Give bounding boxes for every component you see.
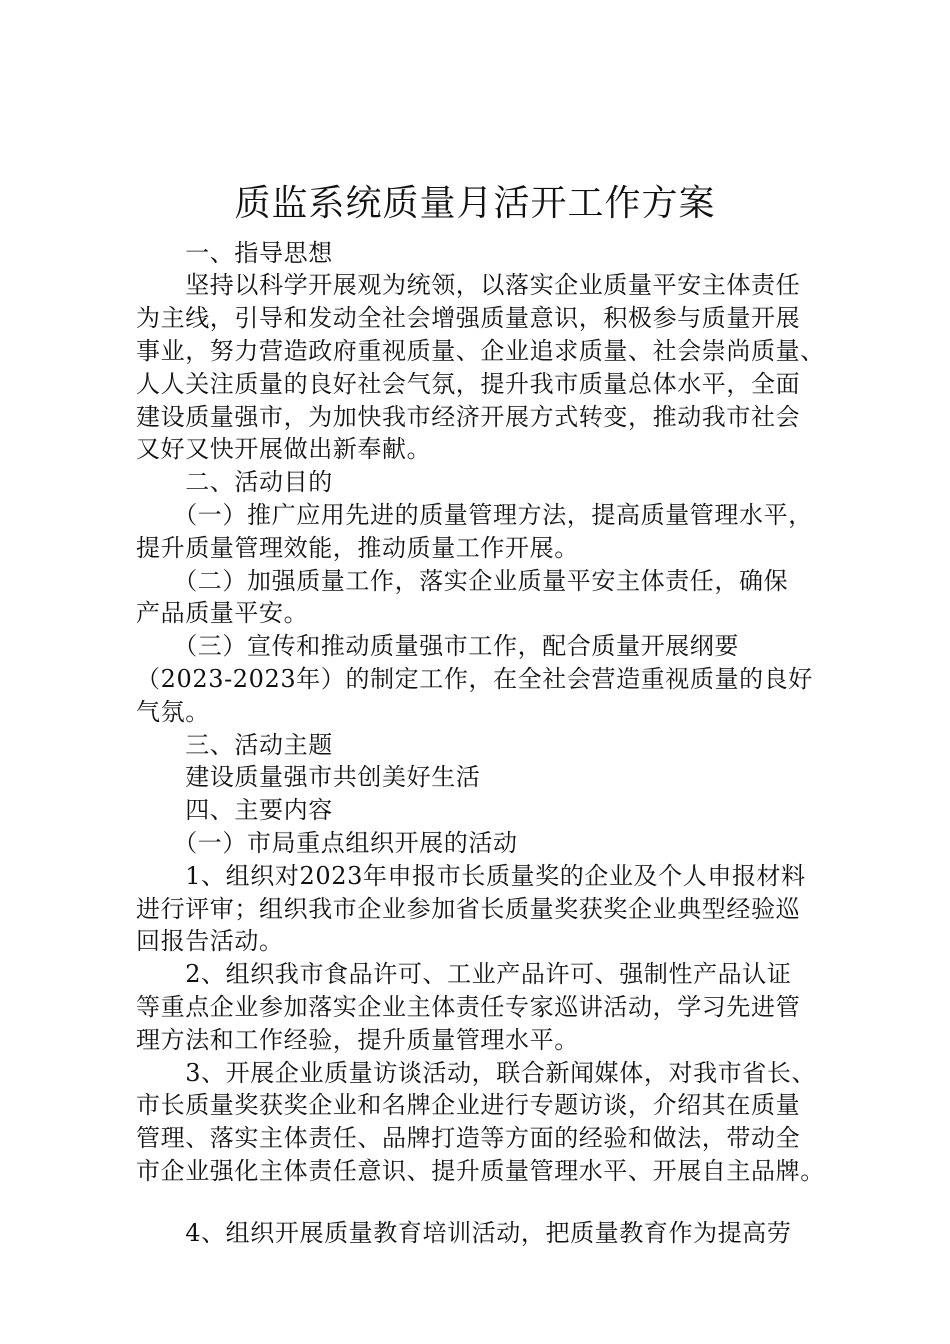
paragraph-line: 市企业强化主体责任意识、提升质量管理水平、开展自主品牌。 bbox=[136, 1157, 825, 1185]
paragraph-line: （一）推广应用先进的质量管理方法，提高质量管理水平， bbox=[136, 501, 813, 529]
paragraph-line: 3、开展企业质量访谈活动，联合新闻媒体，对我市省长、 bbox=[136, 1059, 817, 1087]
paragraph-line: （2023-2023年）的制定工作，在全社会营造重视质量的良好 bbox=[136, 665, 813, 693]
paragraph-line: 等重点企业参加落实企业主体责任专家巡讲活动，学习先进管 bbox=[136, 993, 801, 1021]
paragraph-line: 坚持以科学开展观为统领，以落实企业质量平安主体责任 bbox=[136, 271, 801, 299]
paragraph-line: 2、组织我市食品许可、工业产品许可、强制性产品认证 bbox=[136, 960, 792, 988]
paragraph-line: 事业，努力营造政府重视质量、企业追求质量、社会崇尚质量、 bbox=[136, 337, 825, 365]
paragraph-line: 提升质量管理效能，推动质量工作开展。 bbox=[136, 534, 579, 562]
section-heading-main-content: 四、主要内容 bbox=[136, 796, 333, 824]
paragraph-line: 理方法和工作经验，提升质量管理水平。 bbox=[136, 1026, 579, 1054]
paragraph-line: 建设质量强市共创美好生活 bbox=[136, 763, 481, 791]
paragraph-line: 回报告活动。 bbox=[136, 927, 284, 955]
paragraph-line: 管理、落实主体责任、品牌打造等方面的经验和做法，带动全 bbox=[136, 1124, 801, 1152]
paragraph-line: 为主线，引导和发动全社会增强质量意识，积极参与质量开展 bbox=[136, 304, 801, 332]
paragraph-line: 进行评审；组织我市企业参加省长质量奖获奖企业典型经验巡 bbox=[136, 895, 801, 923]
paragraph-line: 又好又快开展做出新奉献。 bbox=[136, 435, 432, 463]
paragraph-line: 产品质量平安。 bbox=[136, 599, 309, 627]
subsection-heading: （一）市局重点组织开展的活动 bbox=[136, 829, 518, 857]
paragraph-line: 4、组织开展质量教育培训活动，把质量教育作为提高劳 bbox=[136, 1219, 792, 1247]
section-heading-activity-purpose: 二、活动目的 bbox=[136, 468, 333, 496]
paragraph-line: 建设质量强市，为加快我市经济开展方式转变，推动我市社会 bbox=[136, 403, 801, 431]
paragraph-line: 1、组织对2023年申报市长质量奖的企业及个人申报材料 bbox=[136, 862, 806, 890]
paragraph-line: 市长质量奖获奖企业和名牌企业进行专题访谈，介绍其在质量 bbox=[136, 1091, 801, 1119]
section-heading-guiding-thought: 一、指导思想 bbox=[136, 239, 333, 267]
document-title: 质监系统质量月活开工作方案 bbox=[234, 183, 716, 224]
paragraph-line: （二）加强质量工作，落实企业质量平安主体责任，确保 bbox=[136, 567, 789, 595]
paragraph-line: 人人关注质量的良好社会气氛，提升我市质量总体水平，全面 bbox=[136, 370, 801, 398]
paragraph-line: 气氛。 bbox=[136, 698, 210, 726]
paragraph-line: （三）宣传和推动质量强市工作，配合质量开展纲要 bbox=[136, 632, 739, 660]
section-heading-activity-theme: 三、活动主题 bbox=[136, 731, 333, 759]
